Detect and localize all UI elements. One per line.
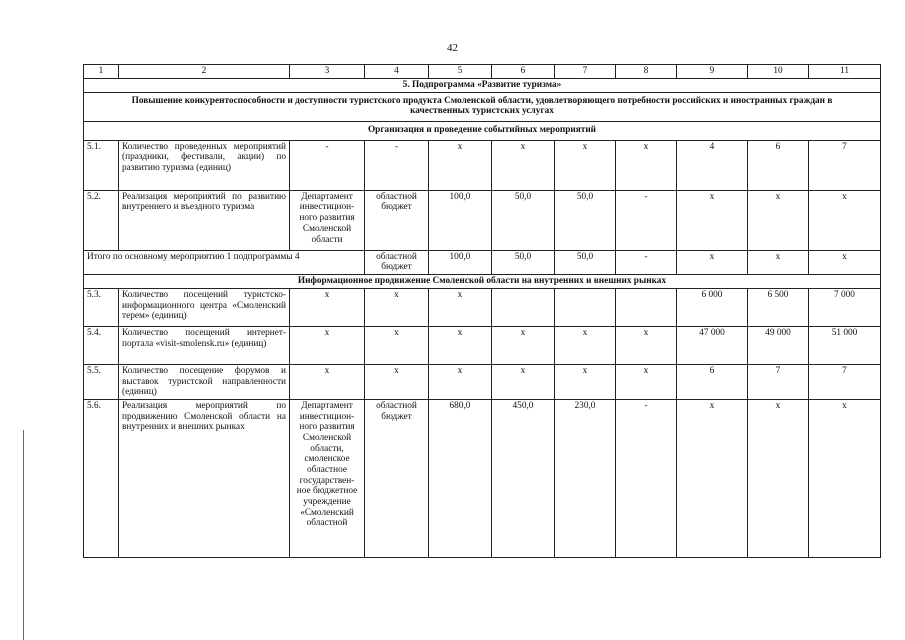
value-cell: х [677,399,748,557]
indicator-name: Количество посещение форумов и выставок туристской направленности (единиц) [119,364,290,399]
value-cell: х [616,140,677,190]
value-cell: 50,0 [492,250,555,274]
executor-cell: х [290,326,365,364]
page-number: 42 [447,42,458,54]
column-number: 3 [290,65,365,79]
section-title-promotion: Информационное продвижение Смоленской области на внутренних и внешних рынках [84,275,881,289]
value-cell: 50,0 [555,250,616,274]
value-cell: 7 [809,140,881,190]
executor-cell: Департамент инвестицион-ного развития Смоленской области [290,190,365,250]
indicator-name: Реализация мероприятий по продвижению Смоленской области на внутренних и внешних рынках [119,399,290,557]
value-cell: х [809,190,881,250]
value-cell: х [748,399,809,557]
program-table [83,64,881,558]
value-cell: х [677,250,748,274]
table-row [84,288,881,326]
total-row [84,250,881,274]
column-number: 8 [616,65,677,79]
column-number: 1 [84,65,119,79]
value-cell: 6 500 [748,288,809,326]
value-cell [555,288,616,326]
value-cell: х [616,326,677,364]
value-cell: 7 [748,364,809,399]
row-number: 5.2. [84,190,119,250]
value-cell: 51 000 [809,326,881,364]
section-title-events: Организация и проведение событийных мероприятий [84,122,881,141]
value-cell: х [429,140,492,190]
executor-cell: х [290,288,365,326]
value-cell: 7 [809,364,881,399]
value-cell: х [429,288,492,326]
value-cell: х [677,190,748,250]
subprogram-title: 5. Подпрограмма «Развитие туризма» [84,79,881,93]
total-label: Итого по основному мероприятию 1 подпрограммы 4 [84,250,365,274]
executor-cell: х [290,364,365,399]
funding-source-cell: х [365,364,429,399]
funding-source-cell: областной бюджет [365,190,429,250]
column-number-row [84,65,881,79]
value-cell: х [748,250,809,274]
row-number: 5.1. [84,140,119,190]
column-number: 6 [492,65,555,79]
indicator-name: Количество посещений туристско-информационного центра «Смоленский терем» (единиц) [119,288,290,326]
value-cell: 47 000 [677,326,748,364]
value-cell: 50,0 [492,190,555,250]
table-row [84,140,881,190]
funding-source-cell: областной бюджет [365,250,429,274]
column-number: 10 [748,65,809,79]
value-cell: - [616,399,677,557]
value-cell: х [492,364,555,399]
value-cell [492,288,555,326]
row-number: 5.3. [84,288,119,326]
column-number: 4 [365,65,429,79]
value-cell: х [429,326,492,364]
value-cell: х [555,326,616,364]
value-cell: х [616,364,677,399]
value-cell: 50,0 [555,190,616,250]
funding-source-cell: х [365,326,429,364]
value-cell: х [429,364,492,399]
value-cell: х [748,190,809,250]
value-cell: х [555,140,616,190]
indicator-name: Реализация мероприятий по развитию внутреннего и въездного туризма [119,190,290,250]
table-row [84,399,881,557]
value-cell: 7 000 [809,288,881,326]
value-cell: 4 [677,140,748,190]
value-cell: х [809,399,881,557]
value-cell: 100,0 [429,190,492,250]
value-cell: 6 000 [677,288,748,326]
funding-source-cell: - [365,140,429,190]
column-number: 7 [555,65,616,79]
value-cell: х [555,364,616,399]
row-number: 5.4. [84,326,119,364]
column-number: 9 [677,65,748,79]
funding-source-cell: х [365,288,429,326]
executor-cell: - [290,140,365,190]
table-row [84,326,881,364]
column-number: 2 [119,65,290,79]
indicator-name: Количество посещений интернет-портала «visit-smolensk.ru» (единиц) [119,326,290,364]
value-cell: х [492,140,555,190]
value-cell [616,288,677,326]
margin-line [23,430,24,640]
value-cell: 100,0 [429,250,492,274]
subprogram-goal: Повышение конкурентоспособности и доступности туристского продукта Смоленской области, удовлетворяющего потребности российских и иностранных граждан в качественных туристских услугах [84,92,881,121]
row-number: 5.5. [84,364,119,399]
value-cell: 230,0 [555,399,616,557]
value-cell: - [616,190,677,250]
value-cell: 680,0 [429,399,492,557]
executor-cell: Департамент инвестицион-ного развития Смоленской области, смоленское областное государствен-ное бюджетное учреждение «Смоленский областной [290,399,365,557]
table-row [84,364,881,399]
table-row [84,190,881,250]
row-number: 5.6. [84,399,119,557]
value-cell: х [492,326,555,364]
value-cell: 450,0 [492,399,555,557]
value-cell: 6 [748,140,809,190]
value-cell: - [616,250,677,274]
indicator-name: Количество проведенных мероприятий (праздники, фестивали, акции) по развитию туризма (единиц) [119,140,290,190]
value-cell: 6 [677,364,748,399]
funding-source-cell: областной бюджет [365,399,429,557]
column-number: 11 [809,65,881,79]
value-cell: 49 000 [748,326,809,364]
column-number: 5 [429,65,492,79]
value-cell: х [809,250,881,274]
